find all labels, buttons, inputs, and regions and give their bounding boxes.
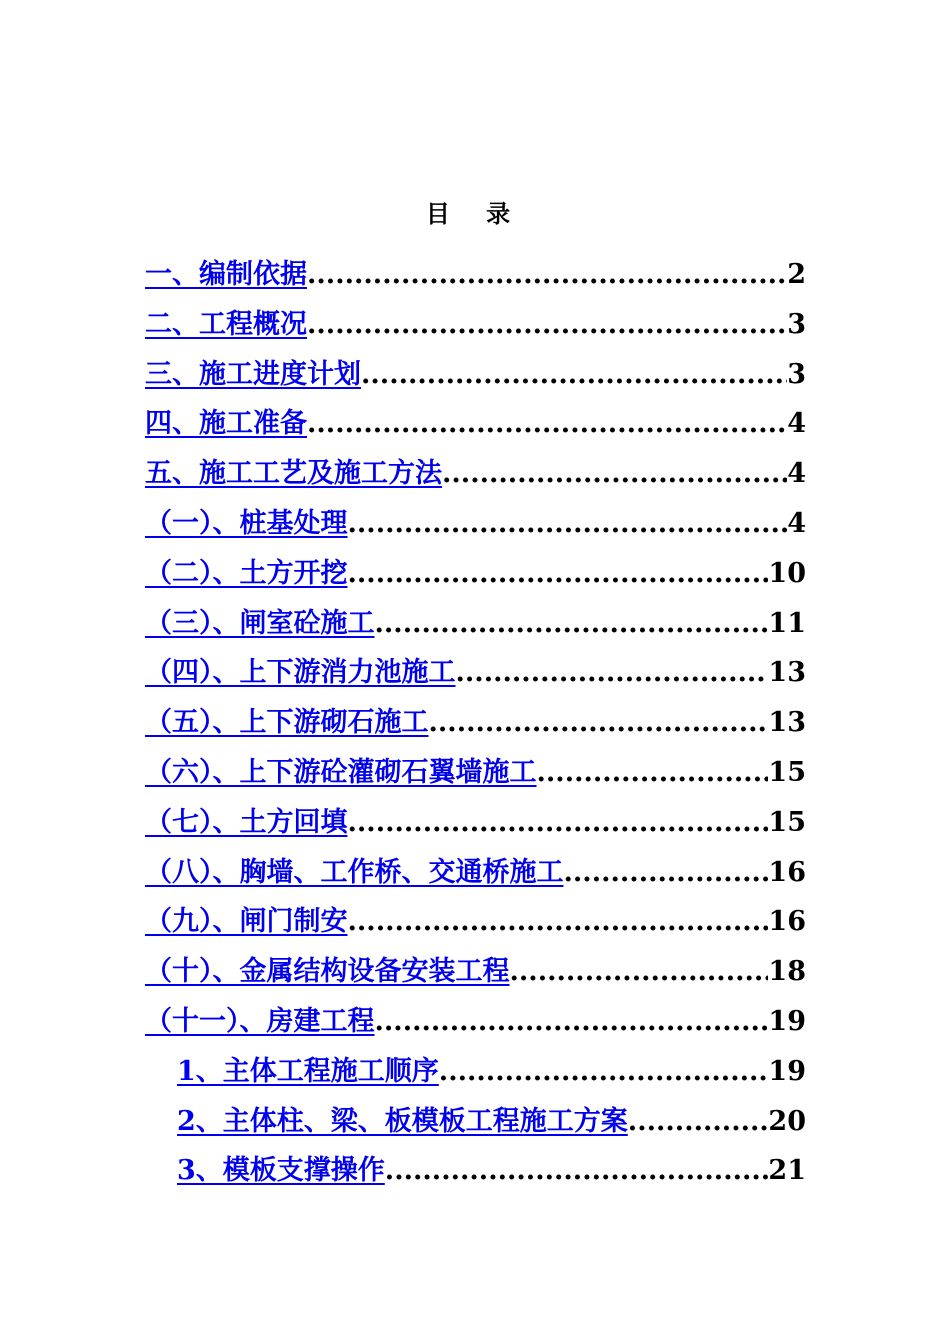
toc-entry-link[interactable]: （一）、桩基处理	[145, 507, 348, 539]
toc-page-number: 19	[768, 1005, 806, 1037]
toc-entry-link[interactable]: （十）、金属结构设备安装工程	[145, 956, 510, 988]
toc-page-number: 16	[768, 856, 806, 888]
toc-page-number: 4	[787, 507, 806, 539]
toc-entry-link[interactable]: （二）、土方开挖	[145, 557, 348, 589]
toc-dot-leader	[537, 753, 769, 793]
toc-list	[145, 255, 806, 1201]
toc-dot-leader	[307, 404, 787, 444]
toc-page-number: 16	[768, 906, 806, 938]
toc-dot-leader	[348, 803, 769, 843]
toc-dot-leader	[361, 355, 787, 395]
toc-dot-leader	[385, 1151, 769, 1191]
toc-entry[interactable]	[145, 703, 806, 753]
toc-entry[interactable]	[145, 1052, 806, 1102]
toc-title: 目 录	[425, 199, 525, 228]
toc-entry[interactable]	[145, 853, 806, 903]
toc-entry-link[interactable]: 五、施工工艺及施工方法	[145, 458, 442, 490]
toc-entry-link[interactable]: （三）、闸室砼施工	[145, 607, 375, 639]
toc-page-number: 4	[787, 408, 806, 440]
toc-dot-leader	[628, 1102, 769, 1142]
toc-page-number: 21	[768, 1155, 806, 1187]
toc-entry[interactable]	[145, 803, 806, 853]
toc-entry-link[interactable]: 1、主体工程施工顺序	[177, 1055, 439, 1087]
toc-page-number: 2	[787, 259, 806, 290]
toc-entry[interactable]	[145, 454, 806, 504]
toc-page-number: 10	[768, 557, 806, 589]
toc-entry-link[interactable]: 3、模板支撑操作	[177, 1155, 385, 1187]
toc-dot-leader	[375, 1002, 769, 1042]
toc-page-number: 18	[768, 956, 806, 988]
toc-entry-link[interactable]: 四、施工准备	[145, 408, 307, 440]
toc-dot-leader	[375, 604, 769, 644]
toc-entry-link[interactable]: （九）、闸门制安	[145, 906, 348, 938]
toc-entry[interactable]	[145, 604, 806, 654]
toc-entry-link[interactable]: （十一）、房建工程	[145, 1005, 375, 1037]
toc-entry-link[interactable]: （四）、上下游消力池施工	[145, 657, 456, 689]
toc-dot-leader	[442, 454, 787, 494]
toc-page-number: 20	[768, 1105, 806, 1137]
toc-entry[interactable]	[145, 255, 806, 305]
toc-entry-link[interactable]: 一、编制依据	[145, 259, 307, 290]
toc-entry[interactable]	[145, 1102, 806, 1152]
toc-page-number: 3	[787, 308, 806, 340]
toc-page-number: 15	[768, 756, 806, 788]
toc-entry-link[interactable]: （五）、上下游砌石施工	[145, 707, 429, 739]
toc-page-number: 4	[787, 458, 806, 490]
toc-entry[interactable]	[145, 952, 806, 1002]
toc-dot-leader	[348, 554, 769, 594]
toc-entry[interactable]	[145, 902, 806, 952]
toc-dot-leader	[348, 902, 769, 942]
toc-dot-leader	[307, 255, 787, 295]
toc-page-number: 19	[768, 1055, 806, 1087]
toc-dot-leader	[429, 703, 769, 743]
toc-page-number: 3	[787, 358, 806, 390]
toc-entry[interactable]	[145, 554, 806, 604]
toc-entry[interactable]	[145, 653, 806, 703]
toc-page-number: 15	[768, 806, 806, 838]
toc-dot-leader	[564, 853, 769, 893]
toc-entry-link[interactable]: 三、施工进度计划	[145, 358, 361, 390]
toc-dot-leader	[456, 653, 769, 693]
toc-entry-link[interactable]: （七）、土方回填	[145, 806, 348, 838]
toc-entry-link[interactable]: 二、工程概况	[145, 308, 307, 340]
toc-entry[interactable]	[145, 404, 806, 454]
toc-entry[interactable]	[145, 305, 806, 355]
toc-entry[interactable]	[145, 1002, 806, 1052]
toc-dot-leader	[439, 1052, 769, 1092]
toc-entry[interactable]	[145, 504, 806, 554]
toc-dot-leader	[348, 504, 788, 544]
toc-entry[interactable]	[145, 355, 806, 405]
toc-page-number: 11	[768, 607, 806, 639]
toc-dot-leader	[510, 952, 769, 992]
toc-page-number: 13	[768, 657, 806, 689]
toc-page-number: 13	[768, 707, 806, 739]
toc-entry-link[interactable]: （六）、上下游砼灌砌石翼墙施工	[145, 756, 537, 788]
toc-entry[interactable]	[145, 753, 806, 803]
toc-entry-link[interactable]: 2、主体柱、梁、板模板工程施工方案	[177, 1105, 628, 1137]
toc-entry-link[interactable]: （八）、胸墙、工作桥、交通桥施工	[145, 856, 564, 888]
toc-entry[interactable]	[145, 1151, 806, 1201]
toc-dot-leader	[307, 305, 787, 345]
